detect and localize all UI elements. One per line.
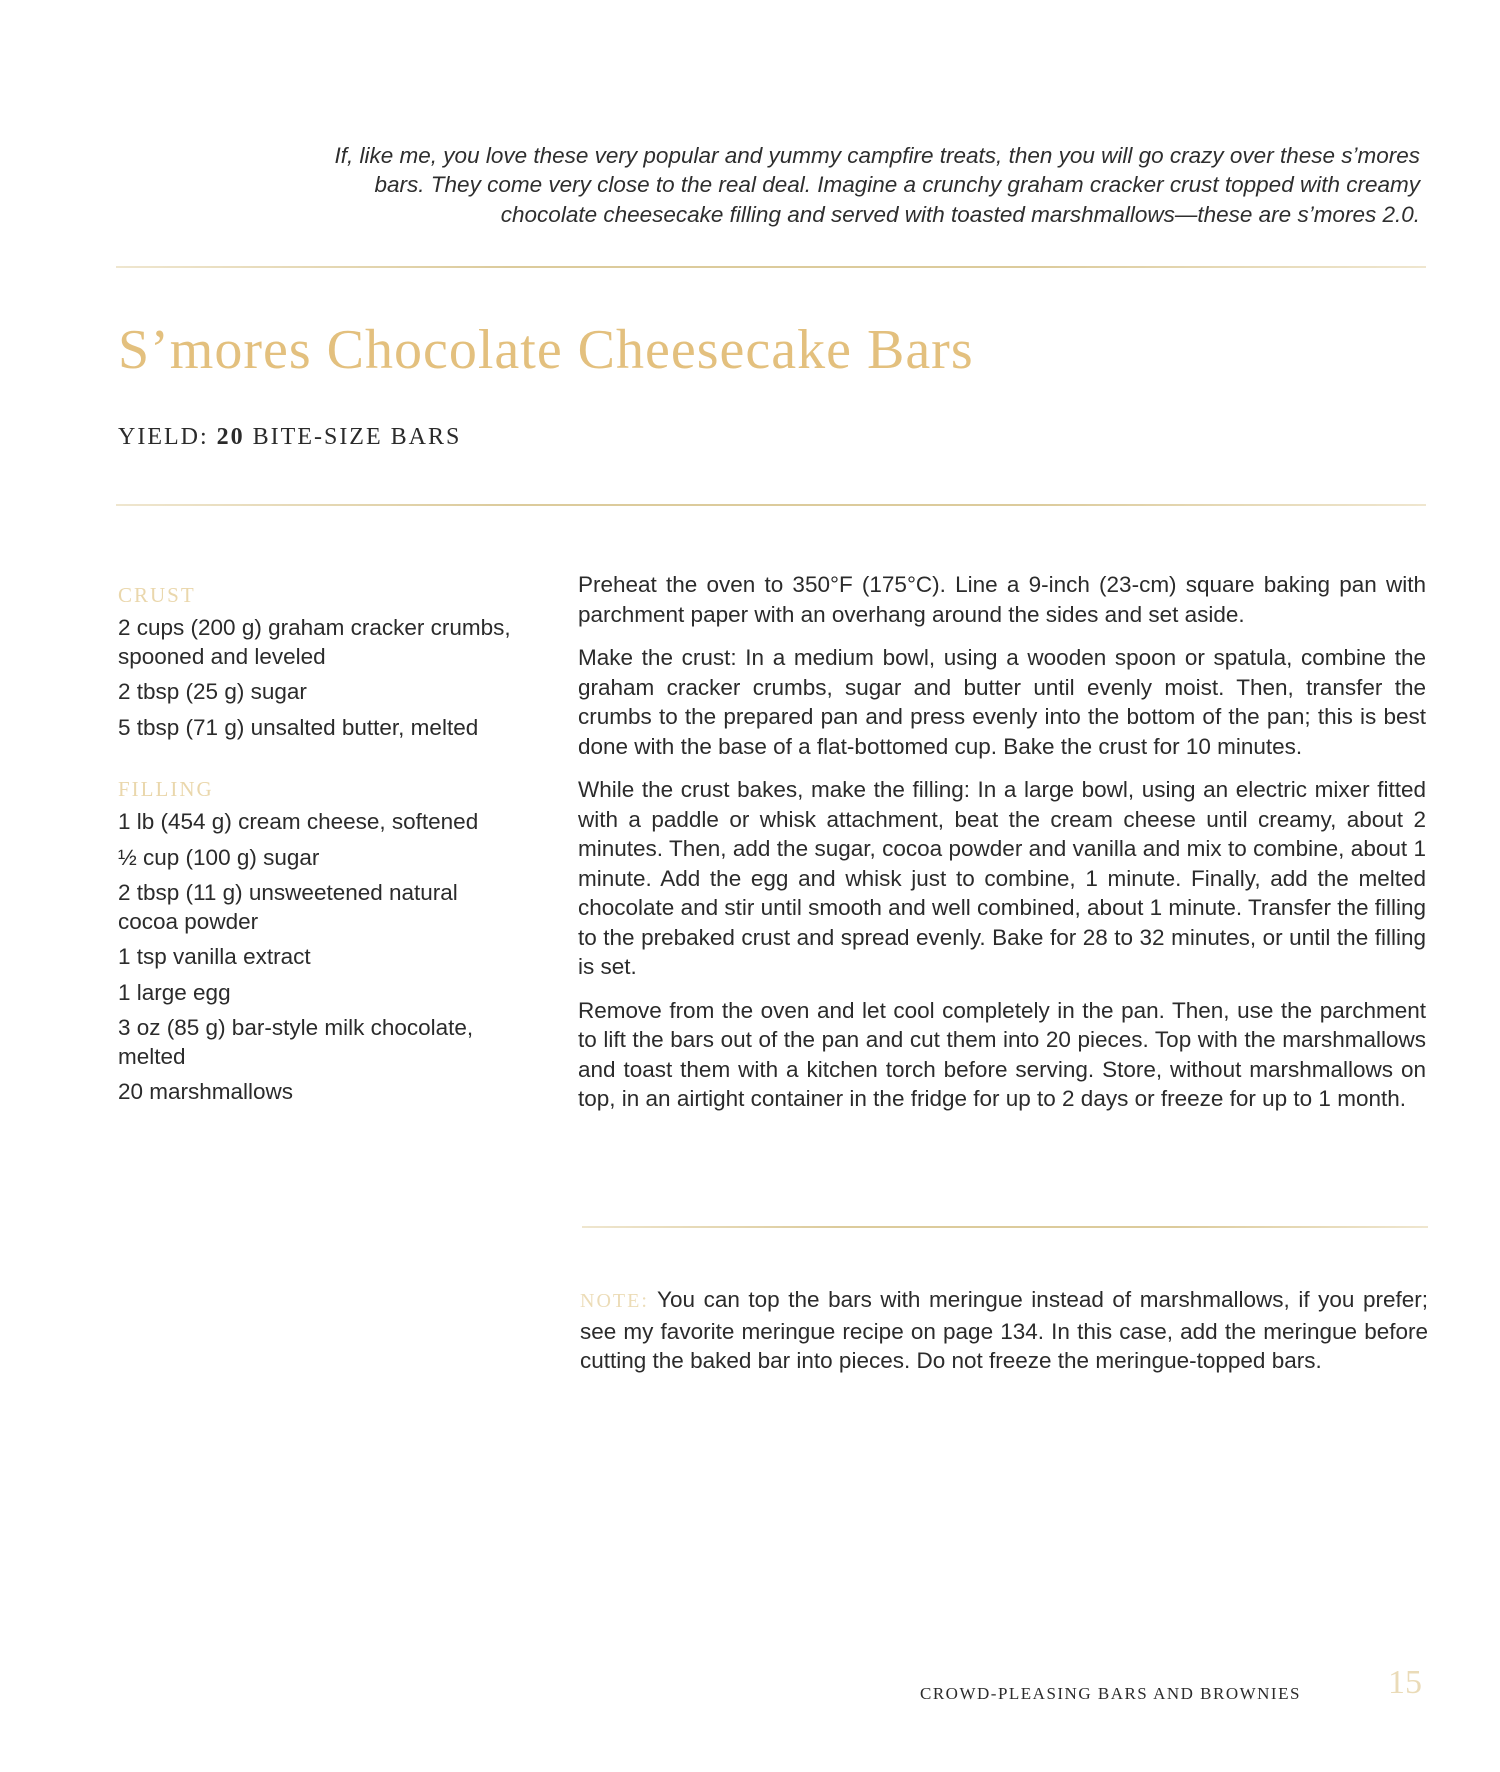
recipe-note <box>580 1285 1428 1376</box>
recipe-title: S’mores Chocolate Cheesecake Bars <box>118 319 974 381</box>
note-text: You can top the bars with meringue instead of marshmallows, if you prefer; see my favorite meringue recipe on page 134. In this case, add the meringue before cutting the baked bar into pieces. Do not freeze the meringue-topped bars. <box>580 1287 1428 1373</box>
note-divider <box>582 1226 1428 1228</box>
ingredient-item: 2 tbsp (11 g) unsweetened natural cocoa powder <box>118 880 458 934</box>
ingredient-item: 3 oz (85 g) bar-style milk chocolate, melted <box>118 1015 474 1069</box>
intro-paragraph: If, like me, you love these very popular and yummy campfire treats, then you will go crazy over these s’mores bars. They come very close to the real deal. Imagine a crunchy graham cracker crust topped with creamy chocolate cheesecake filling and served with toasted marshmallows—these are s’mores 2.0. <box>334 142 1420 227</box>
top-divider <box>116 266 1426 268</box>
note-label: NOTE: <box>580 1290 649 1312</box>
ingredient-item: ½ cup (100 g) sugar <box>118 844 320 870</box>
filling-ingredient-list <box>118 808 518 1107</box>
yield-unit: BITE-SIZE BARS <box>252 424 462 450</box>
crust-ingredient-list <box>118 614 518 742</box>
method-step: While the crust bakes, make the filling: In a large bowl, using an electric mixer fitted with a paddle or whisk attachment, beat the cream cheese until creamy, about 2 minutes. Then, add the sugar, cocoa powder and vanilla and mix to combine, about 1 minute. Add the egg and whisk just to combine, 1 minute. Finally, add the melted chocolate and stir until smooth and well combined, about 1 minute. Transfer the filling to the prebaked crust and spread evenly. Bake for 28 to 32 minutes, or until the filling is set. <box>578 777 1426 979</box>
ingredient-item: 1 large egg <box>118 979 231 1005</box>
filling-heading: FILLING <box>118 777 214 801</box>
yield-value: 20 <box>216 424 245 450</box>
page-number: 15 <box>1388 1664 1422 1701</box>
method-step: Preheat the oven to 350°F (175°C). Line a 9-inch (23-cm) square baking pan with parchment paper with an overhang around the sides and set aside. <box>578 572 1426 627</box>
footer-section-title: CROWD-PLEASING BARS AND BROWNIES <box>920 1684 1301 1703</box>
method-step: Remove from the oven and let cool completely in the pan. Then, use the parchment to lift the bars out of the pan and cut them into 20 pieces. Top with the marshmallows and toast them with a kitchen torch before serving. Store, without marshmallows on top, in an airtight container in the fridge for up to 2 days or freeze for up to 1 month. <box>578 997 1426 1111</box>
ingredients-column <box>118 582 518 1114</box>
ingredient-item: 1 lb (454 g) cream cheese, softened <box>118 809 479 834</box>
ingredient-item: 20 marshmallows <box>118 1079 294 1104</box>
ingredient-item: 5 tbsp (71 g) unsalted butter, melted <box>118 714 479 740</box>
ingredient-item: 2 cups (200 g) graham cracker crumbs, spooned and leveled <box>118 615 511 669</box>
method-step: Make the crust: In a medium bowl, using a wooden spoon or spatula, combine the graham cracker crumbs, sugar and butter until evenly moist. Then, transfer the crumbs to the prepared pan and press evenly into the bottom of the pan; this is best done with the base of a flat-bottomed cup. Bake the crust for 10 minutes. <box>578 645 1426 759</box>
yield-label: YIELD: <box>118 424 209 450</box>
crust-heading: CRUST <box>118 583 196 607</box>
method-column <box>578 570 1426 1128</box>
ingredient-item: 2 tbsp (25 g) sugar <box>118 679 307 704</box>
ingredient-item: 1 tsp vanilla extract <box>118 944 311 969</box>
recipe-yield <box>118 424 461 451</box>
title-divider <box>116 504 1426 506</box>
